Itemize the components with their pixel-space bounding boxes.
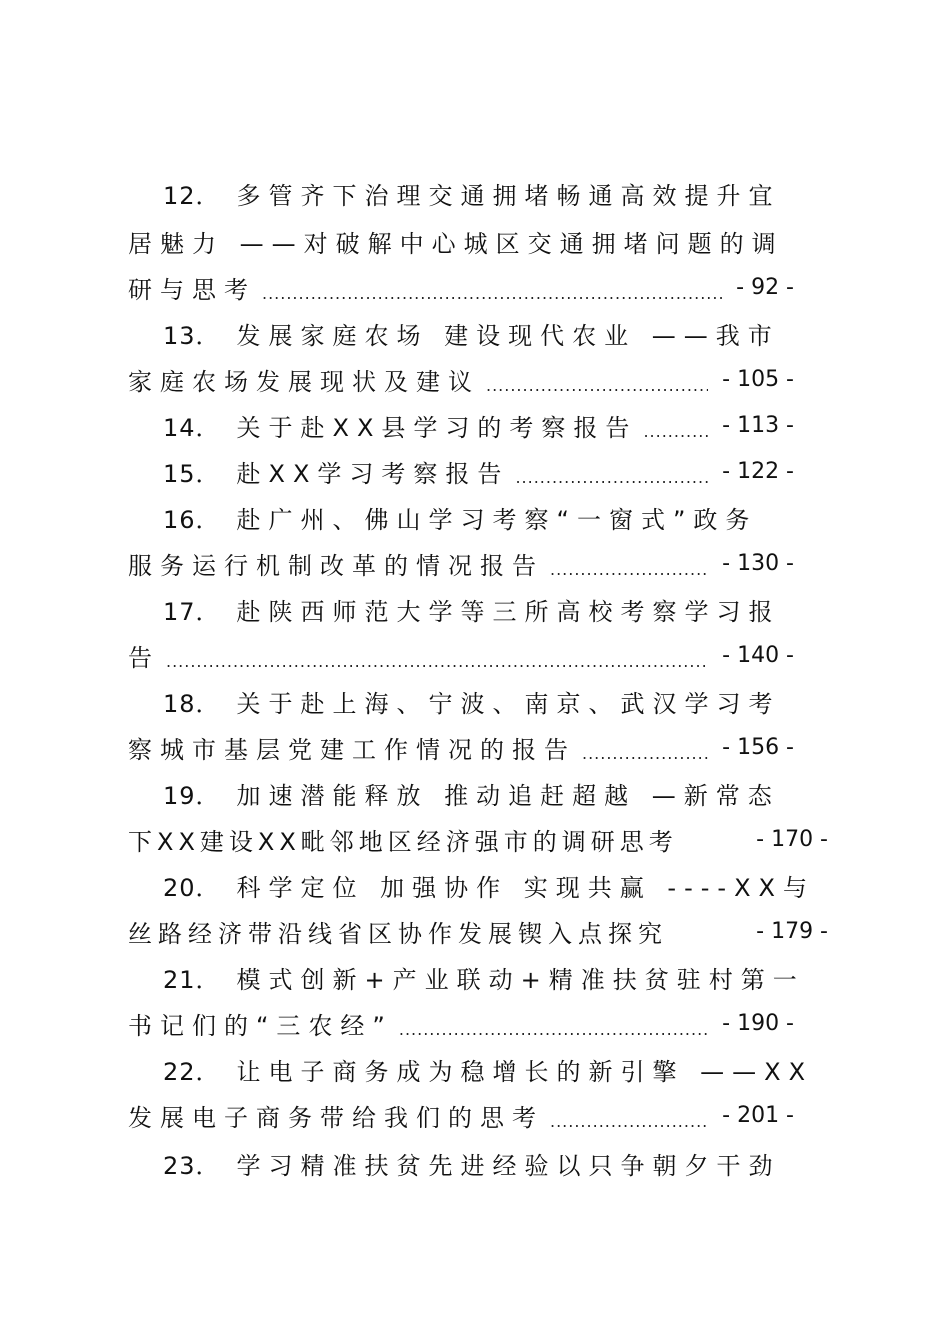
entry-title: 研与思考 [128, 275, 256, 304]
entry-title: 赴陕西师范大学等三所高校考察学习报 [236, 597, 781, 626]
page-number: - 201 - [722, 1102, 794, 1128]
page-number: - 170 - [756, 826, 828, 852]
entry-title: 发展电子商务带给我们的思考 [128, 1103, 544, 1132]
toc-entry-21[interactable] [163, 954, 828, 1000]
leader-dots [550, 560, 708, 579]
entry-title: 赴XX学习考察报告 [236, 459, 510, 488]
entry-title: 学习精准扶贫先进经验以只争朝夕干劲 [236, 1151, 781, 1180]
entry-title: 居魅力 ——对破解中心城区交通拥堵问题的调 [128, 229, 784, 258]
leader-dots [643, 422, 708, 441]
entry-title: 书记们的“三农经” [128, 1011, 393, 1040]
leader-dots [399, 1020, 708, 1039]
page-number: - 179 - [756, 918, 828, 944]
leader-dots [262, 284, 722, 303]
entry-number: 18． [163, 689, 221, 718]
entry-title: 察城市基层党建工作情况的报告 [128, 735, 576, 764]
entry-title: 多管齐下治理交通拥堵畅通高效提升宜 [236, 181, 781, 210]
page-number: - 130 - [722, 550, 794, 576]
entry-title: 丝路经济带沿线省区协作发展锲入点探究 [128, 919, 668, 948]
entry-title: 关于赴上海、宁波、南京、武汉学习考 [236, 689, 781, 718]
leader-dots [550, 1112, 708, 1131]
toc-entry-18-end[interactable] [128, 724, 828, 770]
leader-dots [515, 468, 708, 487]
entry-title: 告 [128, 643, 160, 672]
entry-title: 发展家庭农场 建设现代农业 ——我市 [236, 321, 780, 350]
toc-entry-16[interactable] [163, 494, 828, 540]
toc-entry-14[interactable] [163, 402, 828, 448]
entry-number: 22． [163, 1057, 221, 1086]
page-number: - 140 - [722, 642, 794, 668]
entry-title: 服务运行机制改革的情况报告 [128, 551, 544, 580]
entry-number: 23． [163, 1151, 221, 1180]
toc-entry-21-end[interactable] [128, 1000, 828, 1046]
toc-entry-20[interactable] [163, 862, 828, 908]
toc-entry-16-end[interactable] [128, 540, 828, 586]
entry-title: 加速潜能释放 推动追赶超越 —新常态 [236, 781, 780, 810]
entry-number: 12． [163, 181, 221, 210]
entry-number: 13． [163, 321, 221, 350]
entry-title: 赴广州、佛山学习考察“一窗式”政务 [236, 505, 758, 534]
entry-title: 家庭农场发展现状及建议 [128, 367, 480, 396]
entry-number: 16． [163, 505, 221, 534]
toc-entry-20-end[interactable] [128, 908, 828, 954]
toc-entry-18[interactable] [163, 678, 828, 724]
page-number: - 92 - [736, 274, 794, 300]
toc-entry-17[interactable] [163, 586, 828, 632]
toc-entry-23[interactable] [163, 1140, 828, 1186]
leader-dots [486, 376, 708, 395]
toc-entry-13-end[interactable] [128, 356, 828, 402]
page-number: - 190 - [722, 1010, 794, 1036]
toc-entry-22-end[interactable] [128, 1092, 828, 1138]
entry-title: 关于赴XX县学习的考察报告 [236, 413, 638, 442]
leader-dots [166, 652, 708, 671]
page-number: - 156 - [722, 734, 794, 760]
entry-number: 17． [163, 597, 221, 626]
entry-title: 模式创新+产业联动+精准扶贫驻村第一 [236, 965, 805, 994]
toc-entry-13[interactable] [163, 310, 828, 356]
page-number: - 113 - [722, 412, 794, 438]
toc-entry-17-end[interactable] [128, 632, 828, 678]
entry-title: 下XX建设XX毗邻地区经济强市的调研思考 [128, 827, 678, 856]
page-number: - 105 - [722, 366, 794, 392]
entry-number: 15． [163, 459, 221, 488]
toc-entry-19[interactable] [163, 770, 828, 816]
toc-entry-15[interactable] [163, 448, 828, 494]
toc-entry-22[interactable] [163, 1046, 828, 1092]
entry-title: 让电子商务成为稳增长的新引擎 ——XX [236, 1057, 814, 1086]
entry-number: 20． [163, 873, 221, 902]
entry-number: 14． [163, 413, 221, 442]
toc-entry-12[interactable] [163, 170, 828, 216]
page-number: - 122 - [722, 458, 794, 484]
entry-title: 科学定位 加强协作 实现共赢 ----XX与 [236, 873, 815, 902]
entry-number: 21． [163, 965, 221, 994]
toc-entry-19-end[interactable] [128, 816, 828, 862]
leader-dots [582, 744, 708, 763]
toc-entry-12-end[interactable] [128, 264, 828, 310]
toc-entry-12-cont[interactable] [128, 218, 828, 264]
entry-number: 19． [163, 781, 221, 810]
